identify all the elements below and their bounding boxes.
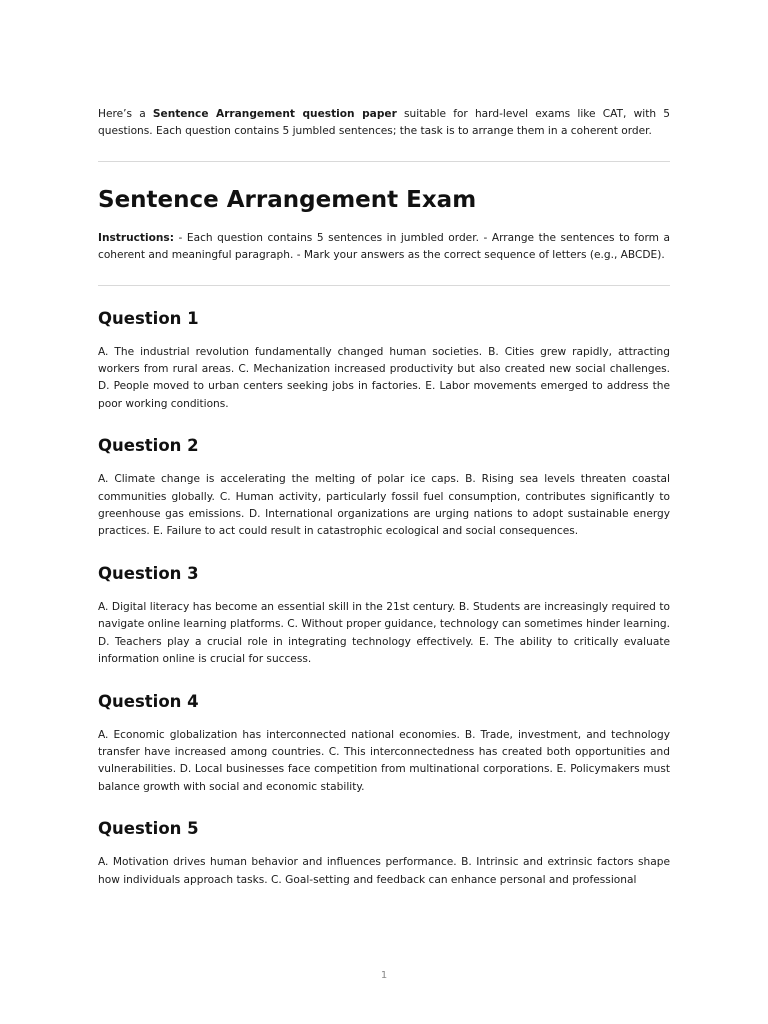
question-1 xyxy=(98,308,670,414)
question-text: A. Climate change is accelerating the melting of polar ice caps. B. Rising sea levels threaten coastal communities globally. C. Human activity, particularly fossil fuel consumption, contributes significantly to greenhouse gas emissions. D. International organizations are urging nations to adopt sustainable energy practices. E. Failure to act could result in catastrophic ecological and social consequences. xyxy=(98,473,670,538)
instructions-paragraph xyxy=(98,230,670,265)
question-text: A. The industrial revolution fundamentally changed human societies. B. Cities grew rapidly, attracting workers from rural areas. C. Mechanization increased productivity but also created new social challenges. D. People moved to urban centers seeking jobs in factories. E. Labor movements emerged to address the poor working conditions. xyxy=(98,345,670,410)
page-number: 1 xyxy=(380,970,388,981)
divider xyxy=(98,161,670,162)
question-text: A. Digital literacy has become an essential skill in the 21st century. B. Students are increasingly required to navigate online learning platforms. C. Without proper guidance, technology can sometimes hinder learning. D. Teachers play a crucial role in integrating technology effectively. E. The ability to critically evaluate information online is crucial for success. xyxy=(98,600,670,666)
question-heading: Question 3 xyxy=(98,563,199,583)
intro-lead: Here’s a xyxy=(98,108,153,120)
question-5 xyxy=(98,818,670,889)
question-heading: Question 5 xyxy=(98,819,199,839)
question-heading: Question 1 xyxy=(98,308,199,328)
intro-paragraph xyxy=(98,106,670,141)
question-3 xyxy=(98,563,670,669)
divider xyxy=(98,285,670,286)
document-page xyxy=(98,106,670,897)
intro-bold: Sentence Arrangement question paper xyxy=(152,108,397,120)
page-title: Sentence Arrangement Exam xyxy=(98,186,477,213)
question-heading: Question 4 xyxy=(98,691,199,711)
instructions-label: Instructions: xyxy=(98,231,174,244)
question-4 xyxy=(98,691,670,797)
instructions-text: - Each question contains 5 sentences in jumbled order. - Arrange the sentences to form a coherent and meaningful paragraph. - Mark your answers as the correct sequence of letters (e.g., ABCDE). xyxy=(98,231,670,262)
question-2 xyxy=(98,435,670,541)
intro-rest: suitable for hard-level exams like CAT, with 5 questions. Each question contains 5 jumbled sentences; the task is to arrange them in a coherent order. xyxy=(98,108,670,138)
question-text: A. Economic globalization has interconnected national economies. B. Trade, investment, and technology transfer have increased among countries. C. This interconnectedness has created both opportunities and vulnerabilities. D. Local businesses face competition from multinational corporations. E. Policymakers must balance growth with social and economic stability. xyxy=(98,728,670,793)
question-text: A. Motivation drives human behavior and influences performance. B. Intrinsic and extrinsic factors shape how individuals approach tasks. C. Goal-setting and feedback can enhance personal and professional xyxy=(98,856,670,886)
question-heading: Question 2 xyxy=(98,436,199,456)
